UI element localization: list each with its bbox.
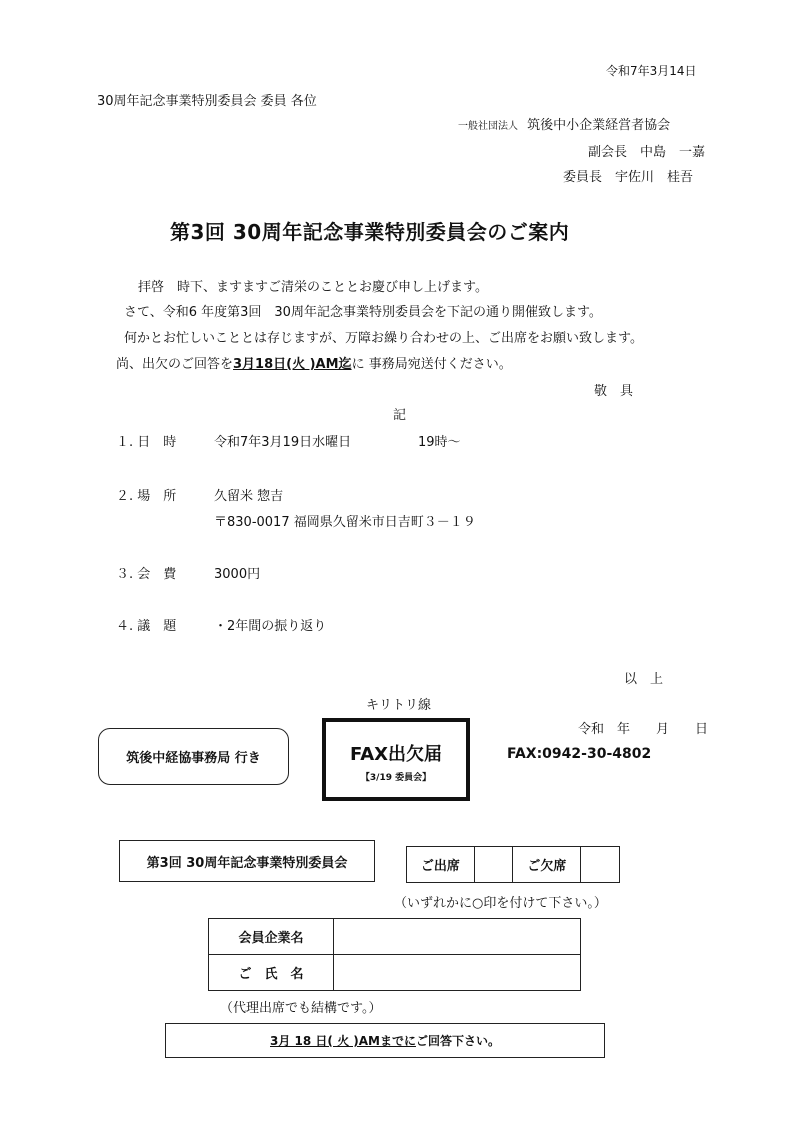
reply-deadline: 3月18日(火 )AM迄 [233, 357, 352, 372]
item-place-address: 〒830-0017 福岡県久留米市日吉町３－１９ [214, 515, 476, 530]
body-line-2: さて、令和6 年度第3回 30周年記念事業特別委員会を下記の通り開催致します。 [124, 305, 602, 320]
deadline-text: ご回答下さい。 [415, 1034, 500, 1048]
item-place-label: ２. 場 所 [116, 489, 177, 504]
fax-subtitle: 【3/19 委員会】 [360, 773, 432, 783]
member-info-table [208, 918, 581, 991]
end-ijou: 以 上 [624, 672, 664, 687]
item-date-value: 令和7年3月19日水曜日 [214, 435, 352, 450]
fax-number: FAX:0942-30-4802 [507, 746, 652, 762]
meeting-name-box [119, 840, 375, 882]
deadline-date: 3月 18 日( 火 )AMまでに [270, 1034, 416, 1048]
company-field[interactable] [334, 919, 581, 955]
org-name: 筑後中小企業経営者協会 [527, 118, 671, 133]
form-date-blank: 令和 年 月 日 [578, 722, 709, 737]
recipient-line: 30周年記念事業特別委員会 委員 各位 [97, 94, 317, 109]
attend-mark-cell[interactable] [474, 847, 513, 883]
attend-label: ご出席 [407, 847, 475, 883]
absent-mark-cell[interactable] [581, 847, 620, 883]
sender-vice-chair: 副会長 中島 一嘉 [588, 145, 706, 160]
deadline-box [165, 1023, 605, 1058]
item-agenda-label: ４. 議 題 [116, 619, 177, 634]
fax-title: FAX出欠届 [349, 744, 443, 765]
absent-label: ご欠席 [513, 847, 581, 883]
body-line-4-post: に 事務局宛送付ください。 [351, 357, 512, 372]
fax-title-box [322, 718, 470, 801]
name-label: ご 氏 名 [209, 955, 334, 991]
name-field[interactable] [334, 955, 581, 991]
letter-date: 令和7年3月14日 [606, 64, 697, 78]
item-fee-label: ３. 会 費 [116, 567, 177, 582]
item-fee-value: 3000円 [214, 567, 261, 582]
to-office-box [98, 728, 289, 785]
sender-chair: 委員長 宇佐川 桂吾 [563, 170, 694, 185]
page-title: 第3回 30周年記念事業特別委員会のご案内 [170, 220, 570, 244]
sender-organization [458, 114, 670, 133]
meeting-name: 第3回 30周年記念事業特別委員会 [146, 855, 348, 871]
item-agenda-value: ・2年間の振り返り [214, 619, 327, 634]
body-line-1: 拝啓 時下、ますますご清栄のこととお慶び申し上げます。 [138, 280, 488, 295]
body-line-4-pre: 尚、出欠のご回答を [116, 357, 234, 372]
item-time-value: 19時～ [418, 435, 461, 450]
org-prefix: 一般社団法人 [458, 121, 518, 132]
company-label: 会員企業名 [209, 919, 334, 955]
body-line-4 [116, 353, 512, 372]
proxy-note: （代理出席でも結構です。） [220, 1001, 382, 1016]
circle-instruction: （いずれかに○印を付けて下さい。） [394, 896, 607, 911]
cut-line-label: キリトリ線 [366, 698, 432, 713]
item-date-label: １. 日 時 [116, 435, 177, 450]
body-line-3: 何かとお忙しいこととは存じますが、万障お繰り合わせの上、ご出席をお願い致します。 [124, 331, 643, 346]
closing-keigu: 敬 具 [594, 384, 634, 399]
to-office-label: 筑後中経協事務局 行き [126, 751, 261, 766]
attendance-table [406, 846, 620, 883]
item-place-value: 久留米 惣吉 [214, 489, 284, 504]
ki-marker: 記 [393, 408, 407, 423]
